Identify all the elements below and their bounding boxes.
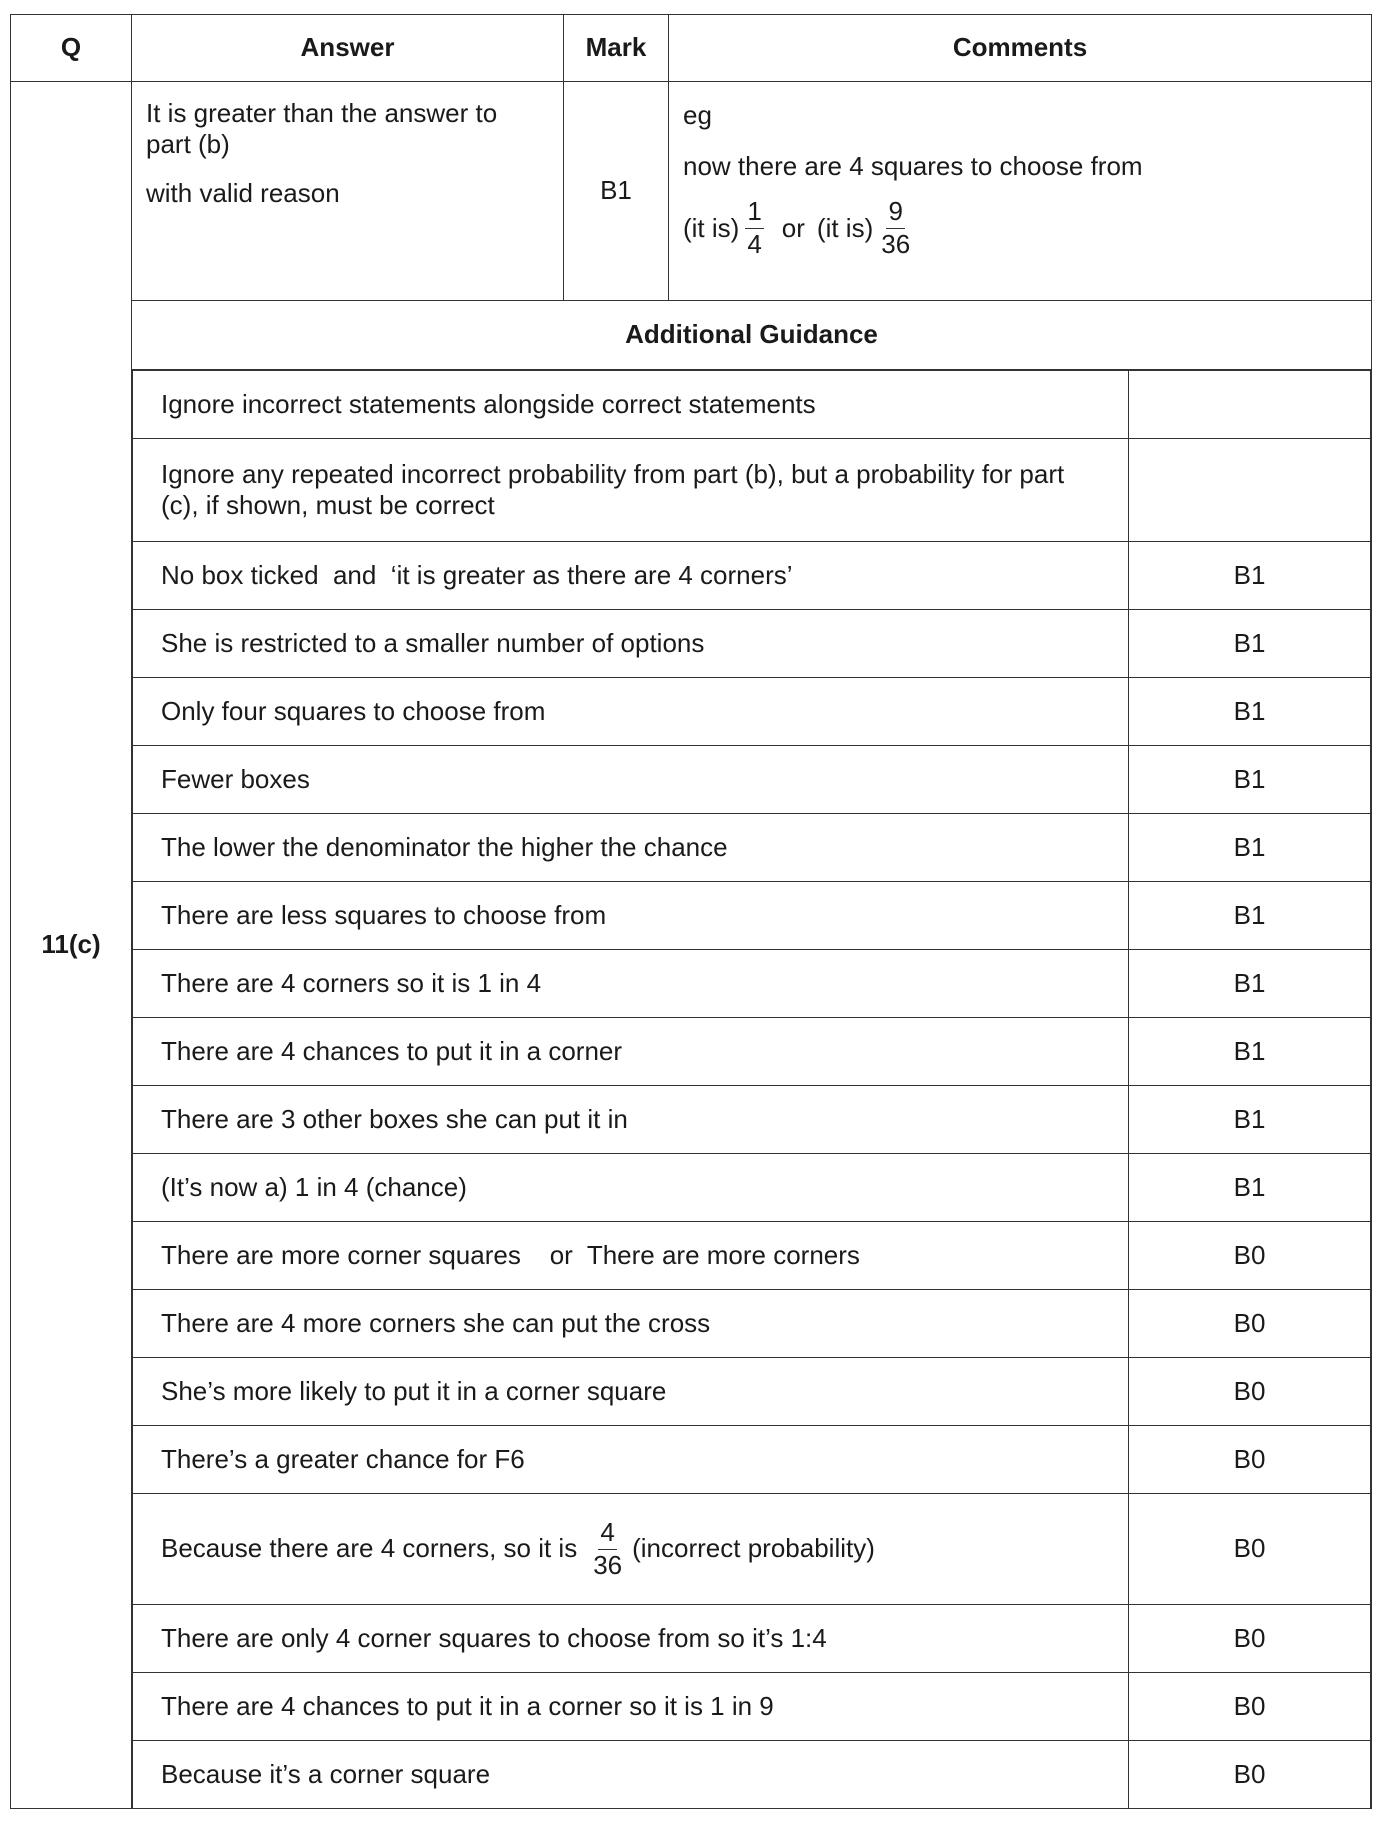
guidance-item (133, 542, 1371, 610)
guidance-mark: B1 (1129, 814, 1371, 882)
guidance-mark: B1 (1129, 746, 1371, 814)
fraction-numerator: 9 (886, 198, 904, 228)
guidance-text: Fewer boxes (133, 746, 1129, 814)
header-comments: Comments (669, 15, 1372, 82)
fraction-numerator: 1 (745, 198, 763, 228)
guidance-text: Ignore incorrect statements alongside correct statements (133, 371, 1129, 439)
guidance-mark: B0 (1129, 1741, 1371, 1809)
guidance-text: (It’s now a) 1 in 4 (chance) (133, 1154, 1129, 1222)
guidance-text: There are 4 chances to put it in a corner so it is 1 in 9 (133, 1673, 1129, 1741)
guidance-text: Only four squares to choose from (133, 678, 1129, 746)
guidance-item (133, 882, 1371, 950)
guidance-item (133, 814, 1371, 882)
guidance-text: She’s more likely to put it in a corner square (133, 1358, 1129, 1426)
guidance-item (133, 1154, 1371, 1222)
header-q: Q (11, 15, 132, 82)
answer-line-2: with valid reason (146, 178, 340, 209)
comments-prefix-2: (it is) (816, 212, 874, 243)
fraction-denominator: 36 (881, 228, 911, 259)
guidance-mark: B1 (1129, 882, 1371, 950)
guidance-item (133, 610, 1371, 678)
guidance-text-before: Because there are 4 corners, so it is (161, 1533, 578, 1564)
guidance-text: Because it’s a corner square (133, 1741, 1129, 1809)
fraction-denominator: 4 (747, 228, 762, 259)
comments-eg: eg (683, 100, 712, 130)
guidance-item (133, 1290, 1371, 1358)
guidance-mark: B1 (1129, 950, 1371, 1018)
question-number: 11(c) (11, 82, 132, 1809)
guidance-mark: B0 (1129, 1673, 1371, 1741)
guidance-row (11, 370, 1372, 1809)
guidance-mark: B0 (1129, 1494, 1371, 1605)
guidance-mark: B1 (1129, 678, 1371, 746)
comments-fraction-line (683, 198, 1357, 258)
guidance-text-after: (incorrect probability) (632, 1533, 875, 1564)
guidance-mark: B0 (1129, 1426, 1371, 1494)
guidance-text: No box ticked and ‘it is greater as there are 4 corners’ (133, 542, 1129, 610)
guidance-text: The lower the denominator the higher the chance (133, 814, 1129, 882)
guidance-text: There are only 4 corner squares to choose from so it’s 1:4 (133, 1605, 1129, 1673)
answer-row (11, 82, 1372, 301)
guidance-text: Ignore any repeated incorrect probability from part (b), but a probability for part (c), if shown, must be correct (133, 439, 1129, 542)
mark-cell: B1 (564, 82, 669, 301)
guidance-mark: B1 (1129, 1154, 1371, 1222)
additional-guidance-title: Additional Guidance (132, 301, 1372, 370)
guidance-item (133, 1426, 1371, 1494)
guidance-mark: B0 (1129, 1605, 1371, 1673)
additional-guidance-header-row (11, 301, 1372, 370)
guidance-item (133, 746, 1371, 814)
guidance-mark: B1 (1129, 1086, 1371, 1154)
guidance-item (133, 678, 1371, 746)
comments-prefix-1: (it is) (683, 212, 740, 243)
guidance-text: There are less squares to choose from (133, 882, 1129, 950)
guidance-item (133, 371, 1371, 439)
guidance-text: There are more corner squares or There are more corners (133, 1222, 1129, 1290)
guidance-text: There are 3 other boxes she can put it in (133, 1086, 1129, 1154)
guidance-text: There’s a greater chance for F6 (133, 1426, 1129, 1494)
guidance-table-wrapper (132, 370, 1372, 1809)
guidance-item (133, 1673, 1371, 1741)
guidance-mark: B0 (1129, 1290, 1371, 1358)
fraction-one-quarter (745, 198, 763, 258)
header-row (11, 15, 1372, 82)
mark-scheme-table (10, 14, 1372, 1809)
guidance-item (133, 1605, 1371, 1673)
fraction-nine-thirtysixths (879, 198, 912, 258)
guidance-item (133, 1494, 1371, 1605)
header-answer: Answer (132, 15, 564, 82)
guidance-text: There are 4 corners so it is 1 in 4 (133, 950, 1129, 1018)
guidance-item (133, 950, 1371, 1018)
guidance-text: There are 4 more corners she can put the cross (133, 1290, 1129, 1358)
guidance-item (133, 1222, 1371, 1290)
fraction-numerator: 4 (598, 1519, 616, 1549)
guidance-mark: B0 (1129, 1222, 1371, 1290)
guidance-text (133, 1494, 1129, 1605)
comments-line-1: now there are 4 squares to choose from (683, 151, 1143, 182)
guidance-mark: B1 (1129, 542, 1371, 610)
guidance-mark: B1 (1129, 610, 1371, 678)
guidance-item (133, 1018, 1371, 1086)
guidance-mark: B0 (1129, 1358, 1371, 1426)
fraction-four-thirtysixths (591, 1519, 624, 1579)
guidance-item (133, 1086, 1371, 1154)
guidance-text: There are 4 chances to put it in a corner (133, 1018, 1129, 1086)
header-mark: Mark (564, 15, 669, 82)
comments-cell (669, 82, 1372, 301)
guidance-text: She is restricted to a smaller number of options (133, 610, 1129, 678)
comments-or: or (781, 212, 805, 243)
guidance-table (132, 370, 1371, 1808)
fraction-denominator: 36 (593, 1549, 623, 1580)
guidance-mark (1129, 371, 1371, 439)
guidance-mark: B1 (1129, 1018, 1371, 1086)
guidance-mark (1129, 439, 1371, 542)
answer-cell (132, 82, 564, 301)
guidance-fraction-line (161, 1519, 1100, 1579)
guidance-item (133, 1741, 1371, 1809)
guidance-item (133, 1358, 1371, 1426)
guidance-item (133, 439, 1371, 542)
answer-line-1: It is greater than the answer to part (b) (146, 98, 498, 160)
